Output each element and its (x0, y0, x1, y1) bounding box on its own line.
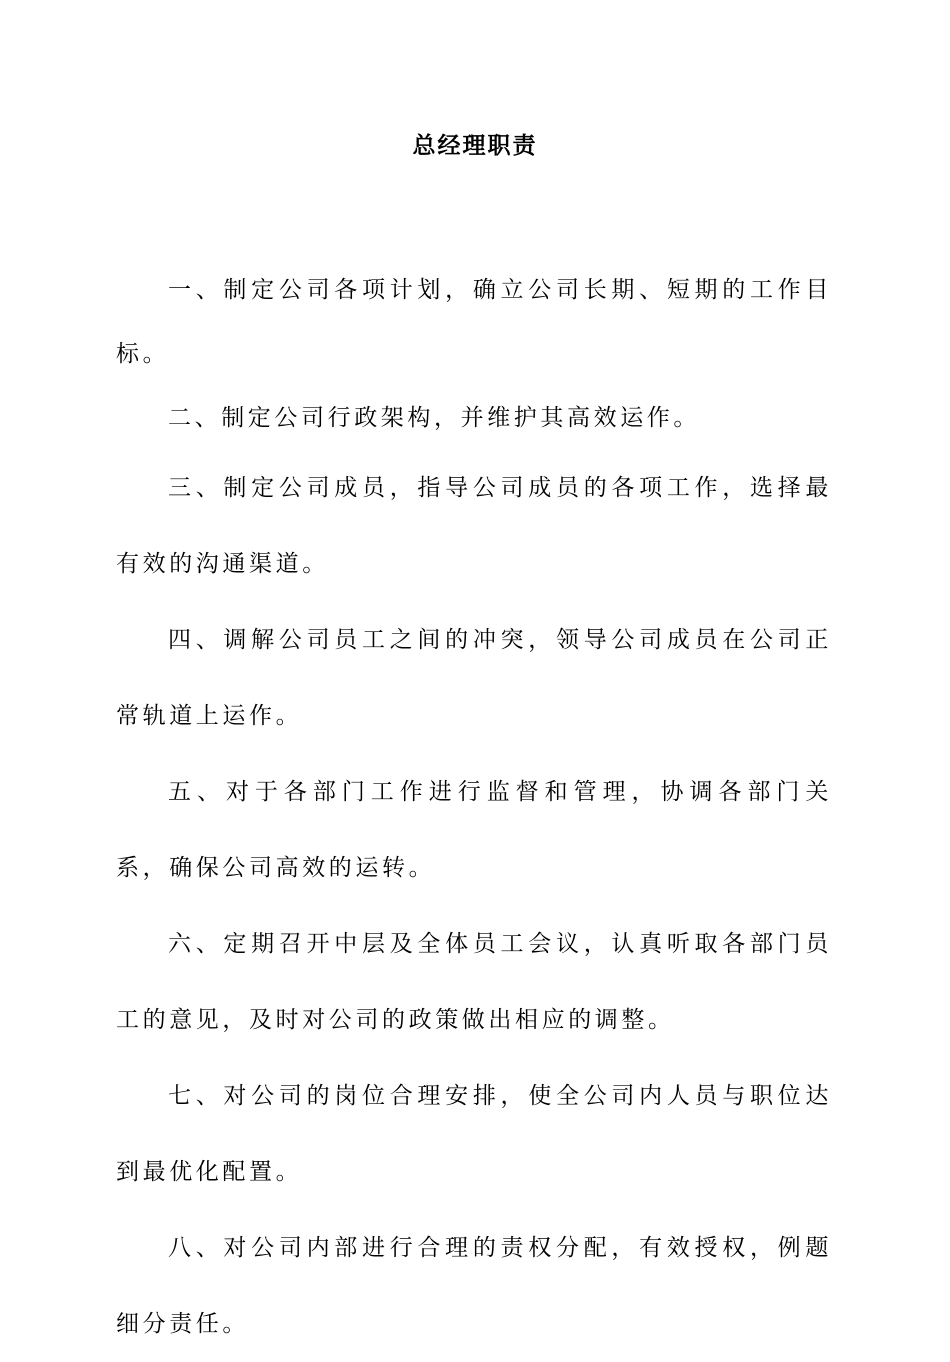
paragraph-8: 八、对公司内部进行合理的责权分配，有效授权，例题细分责任。 (116, 1235, 832, 1337)
paragraph-3: 三、制定公司成员，指导公司成员的各项工作，选择最有效的沟通渠道。 (116, 475, 832, 577)
paragraph-4: 四、调解公司员工之间的冲突，领导公司成员在公司正常轨道上运作。 (116, 627, 832, 729)
paragraph-1: 一、制定公司各项计划，确立公司长期、短期的工作目标。 (116, 277, 832, 367)
paragraph-7: 七、对公司的岗位合理安排，使全公司内人员与职位达到最优化配置。 (116, 1083, 832, 1185)
document-title: 总经理职责 (412, 132, 538, 159)
paragraph-6: 六、定期召开中层及全体员工会议，认真听取各部门员工的意见，及时对公司的政策做出相应的调整。 (116, 931, 832, 1033)
paragraph-2: 二、制定公司行政架构，并维护其高效运作。 (168, 405, 700, 431)
document-body (116, 258, 832, 1362)
paragraph-5: 五、对于各部门工作进行监督和管理，协调各部门关系，确保公司高效的运转。 (116, 779, 832, 881)
